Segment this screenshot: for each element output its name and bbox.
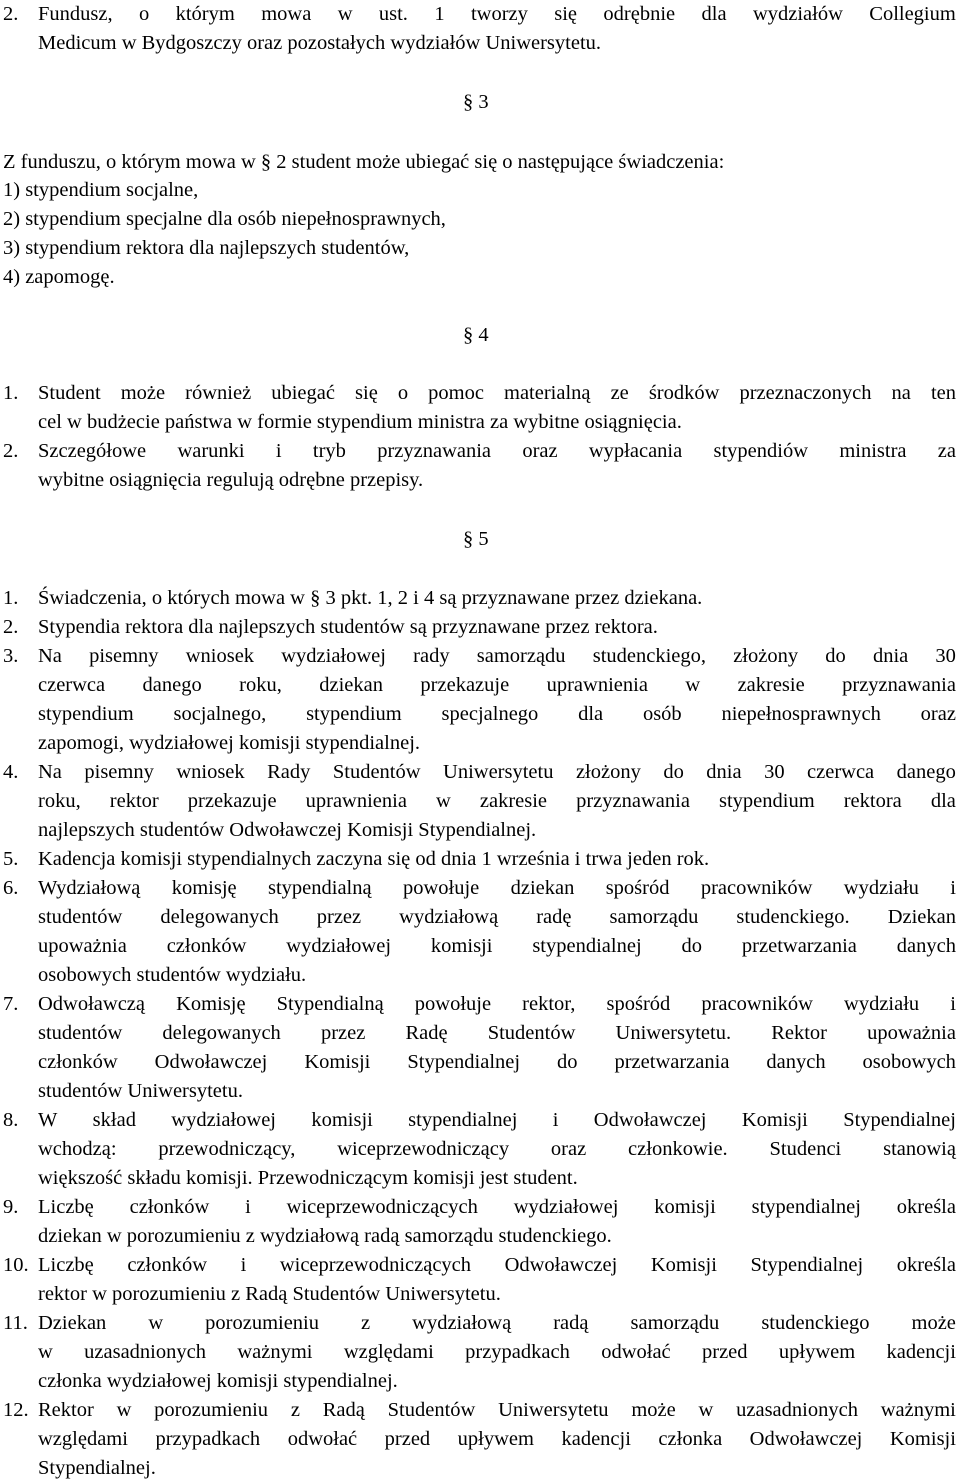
text-line: względami przypadkach odwołać przed upływem kadencji członka Odwoławczej Komisji [38, 1428, 956, 1450]
text-line: czerwca danego roku, dziekan przekazuje uprawnienia w zakresie przyznawania [38, 674, 956, 696]
text-line: W skład wydziałowej komisji stypendialnej i Odwoławczej Komisji Stypendialnej [38, 1109, 956, 1131]
item-number: 1. [3, 587, 19, 609]
item-number: 12. [3, 1399, 29, 1421]
item-number: 3. [3, 645, 19, 667]
text-line: osobowych studentów wydziału. [38, 964, 307, 986]
text-line: Na pisemny wniosek wydziałowej rady samorządu studenckiego, złożony do dnia 30 [38, 645, 956, 667]
item-number: 4. [3, 761, 19, 783]
sub-item: 4) zapomogę. [3, 266, 115, 288]
text-line: Wydziałową komisję stypendialną powołuje dziekan spośród pracowników wydziału i [38, 877, 956, 899]
text-line: dziekan w porozumieniu z wydziałową radą samorządu studenckiego. [38, 1225, 612, 1247]
section-heading: § 4 [463, 324, 489, 346]
text-line: cel w budżecie państwa w formie stypendium ministra za wybitne osiągnięcia. [38, 411, 682, 433]
text-line: Na pisemny wniosek Rady Studentów Uniwersytetu złożony do dnia 30 czerwca danego [38, 761, 956, 783]
text-line: wybitne osiągnięcia regulują odrębne przepisy. [38, 469, 424, 491]
text-line: Stypendialnej. [38, 1457, 156, 1479]
text-line: Świadczenia, o których mowa w § 3 pkt. 1, 2 i 4 są przyznawane przez dziekana. [38, 587, 703, 609]
text-line: rektor w porozumieniu z Radą Studentów Uniwersytetu. [38, 1283, 501, 1305]
intro-text: Z funduszu, o którym mowa w § 2 student może ubiegać się o następujące świadczenia: [3, 151, 725, 173]
text-line: wchodzą: przewodniczący, wiceprzewodniczący oraz członkowie. Studenci stanowią [38, 1138, 956, 1160]
item-number: 8. [3, 1109, 19, 1131]
text-line: członka wydziałowej komisji stypendialnej. [38, 1370, 398, 1392]
sub-item: 1) stypendium socjalne, [3, 179, 199, 201]
text-line: studentów delegowanych przez wydziałową radę samorządu studenckiego. Dziekan [38, 906, 956, 928]
text-line: najlepszych studentów Odwoławczej Komisji Stypendialnej. [38, 819, 537, 841]
item-number: 6. [3, 877, 19, 899]
sub-item: 3) stypendium rektora dla najlepszych studentów, [3, 237, 410, 259]
text-line: stypendium socjalnego, stypendium specjalnego dla osób niepełnosprawnych oraz [38, 703, 956, 725]
text-line: członków Odwoławczej Komisji Stypendialnej do przetwarzania danych osobowych [38, 1051, 956, 1073]
text-line: Rektor w porozumieniu z Radą Studentów Uniwersytetu może w uzasadnionych ważnymi [38, 1399, 956, 1421]
text-line: większość składu komisji. Przewodniczącym komisji jest student. [38, 1167, 578, 1189]
text-line: Fundusz, o którym mowa w ust. 1 tworzy się odrębnie dla wydziałów Collegium [38, 3, 956, 25]
text-line: w uzasadnionych ważnymi względami przypadkach odwołać przed upływem kadencji [38, 1341, 956, 1363]
section-heading: § 5 [463, 528, 489, 550]
text-line: Liczbę członków i wiceprzewodniczących Odwoławczej Komisji Stypendialnej określa [38, 1254, 956, 1276]
item-number: 10. [3, 1254, 29, 1276]
text-line: upoważnia członków wydziałowej komisji stypendialnej do przetwarzania danych [38, 935, 956, 957]
item-number: 2. [3, 3, 19, 25]
text-line: Szczegółowe warunki i tryb przyznawania oraz wypłacania stypendiów ministra za [38, 440, 956, 462]
text-line: Odwoławczą Komisję Stypendialną powołuje rektor, spośród pracowników wydziału i [38, 993, 956, 1015]
item-number: 2. [3, 616, 19, 638]
sub-item: 2) stypendium specjalne dla osób niepełnosprawnych, [3, 208, 446, 230]
text-line: zapomogi, wydziałowej komisji stypendialnej. [38, 732, 421, 754]
text-line: Kadencja komisji stypendialnych zaczyna się od dnia 1 września i trwa jeden rok. [38, 848, 710, 870]
item-number: 1. [3, 382, 19, 404]
item-number: 2. [3, 440, 19, 462]
item-number: 11. [3, 1312, 28, 1334]
text-line: Dziekan w porozumieniu z wydziałową radą samorządu studenckiego może [38, 1312, 956, 1334]
item-number: 5. [3, 848, 19, 870]
item-number: 7. [3, 993, 19, 1015]
text-line: studentów delegowanych przez Radę Studentów Uniwersytetu. Rektor upoważnia [38, 1022, 956, 1044]
text-line: Liczbę członków i wiceprzewodniczących wydziałowej komisji stypendialnej określa [38, 1196, 956, 1218]
text-line: Student może również ubiegać się o pomoc materialną ze środków przeznaczonych na ten [38, 382, 956, 404]
section-heading: § 3 [463, 91, 489, 113]
text-line: Stypendia rektora dla najlepszych studentów są przyznawane przez rektora. [38, 616, 658, 638]
text-line: roku, rektor przekazuje uprawnienia w zakresie przyznawania stypendium rektora dla [38, 790, 956, 812]
item-number: 9. [3, 1196, 19, 1218]
text-line: Medicum w Bydgoszczy oraz pozostałych wydziałów Uniwersytetu. [38, 32, 602, 54]
text-line: studentów Uniwersytetu. [38, 1080, 243, 1102]
